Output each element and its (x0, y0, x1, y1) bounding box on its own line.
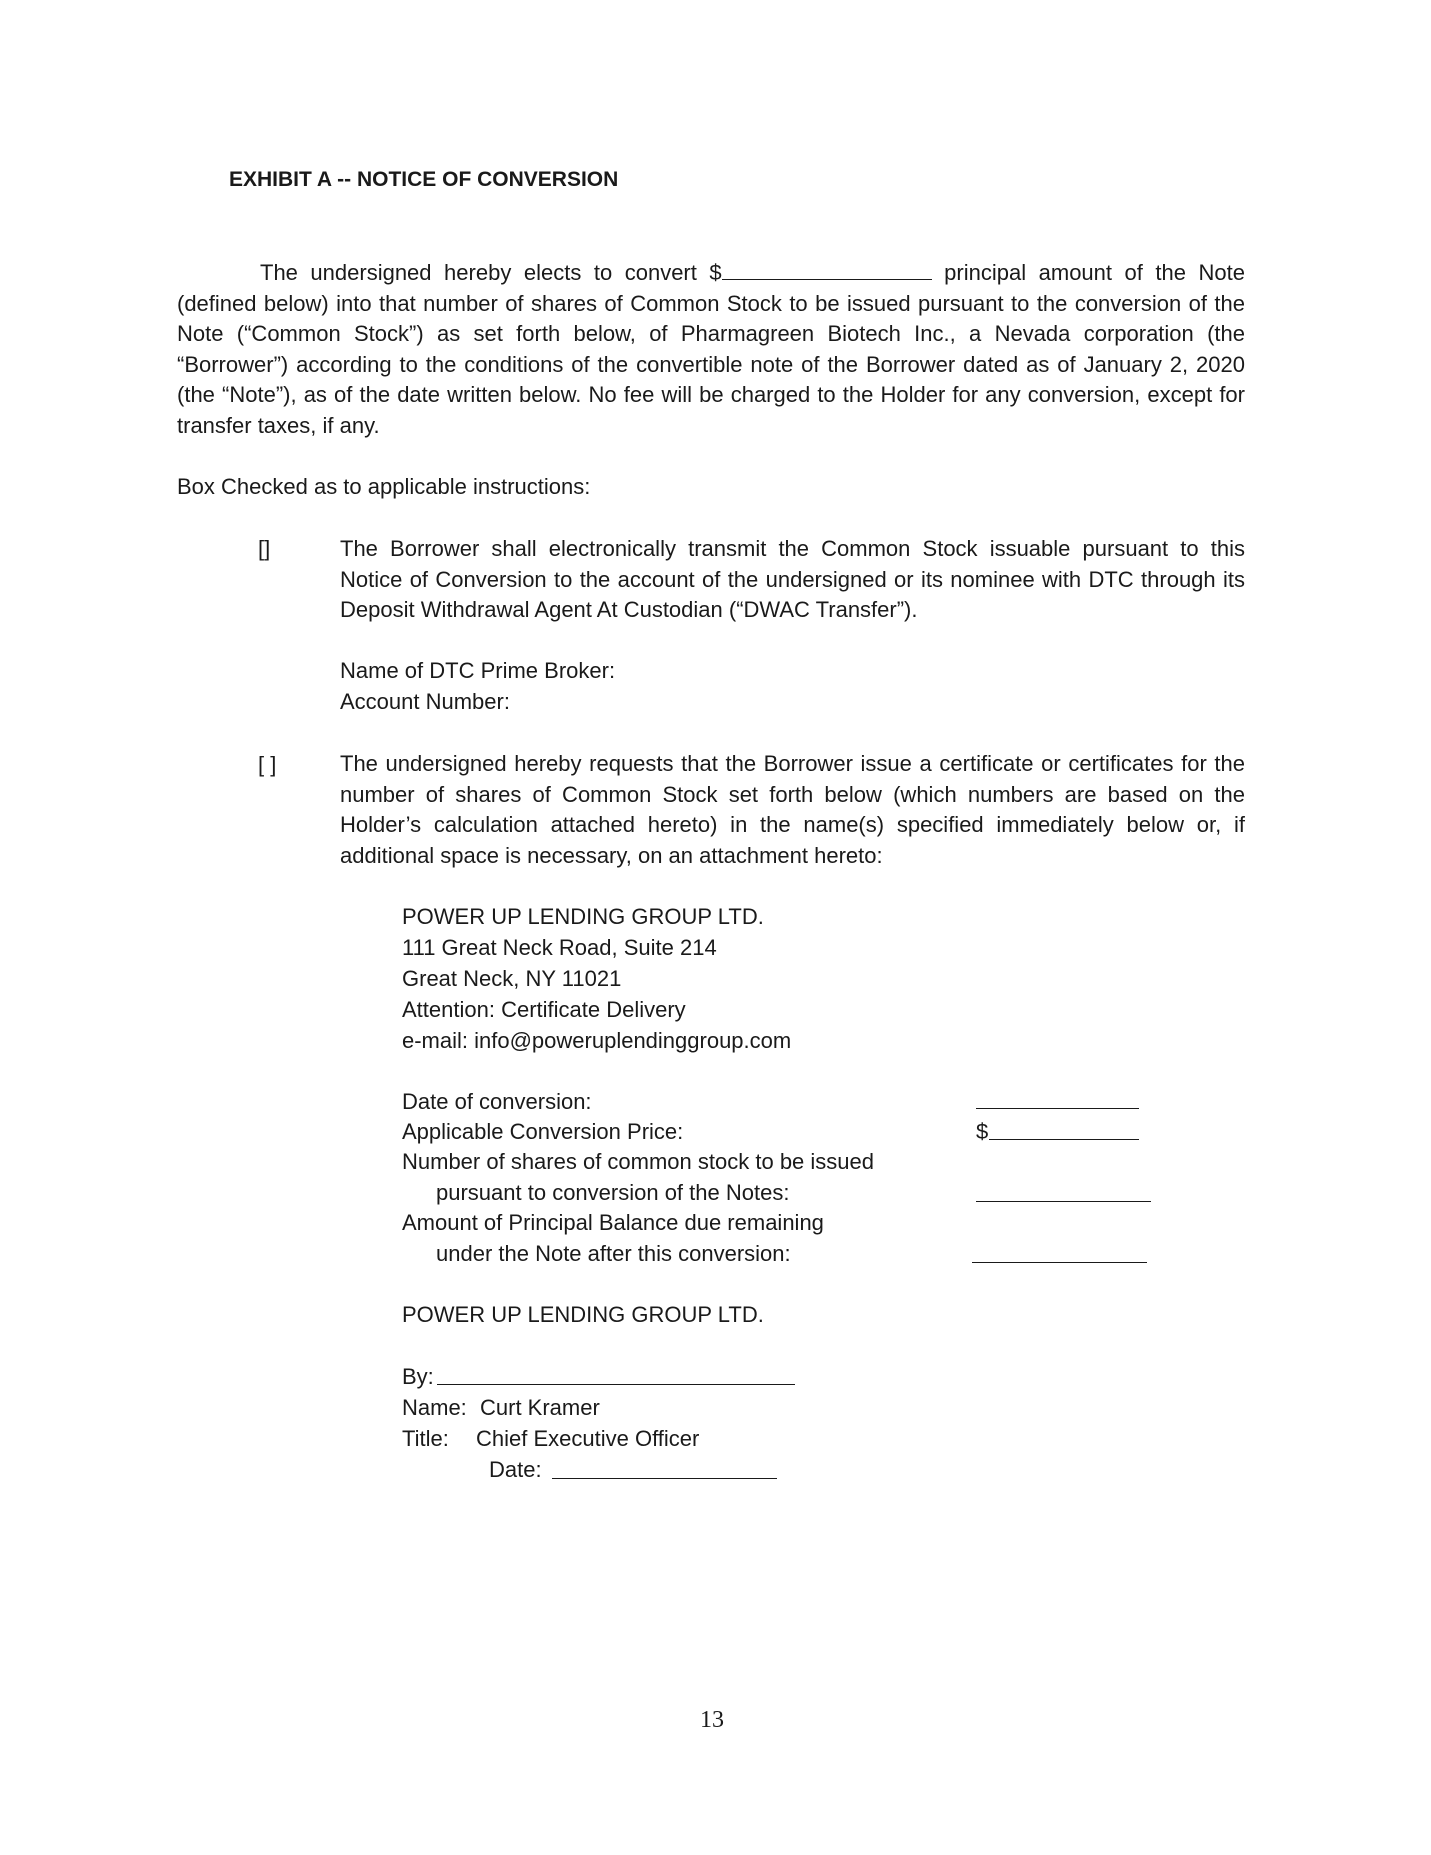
remaining-balance-field[interactable] (972, 1262, 1147, 1263)
signature-name-label: Name: (402, 1395, 467, 1420)
option1-checkbox[interactable]: [] (258, 536, 271, 561)
balance-label-line1: Amount of Principal Balance due remaining (402, 1210, 824, 1235)
option2-checkbox[interactable]: [ ] (258, 752, 277, 777)
intro-paragraph (177, 258, 1245, 442)
signature-by-field[interactable] (437, 1384, 795, 1385)
conversion-price-label: Applicable Conversion Price: (402, 1119, 684, 1144)
dtc-broker-label: Name of DTC Prime Broker: (340, 658, 616, 683)
address-line-street: 111 Great Neck Road, Suite 214 (402, 935, 717, 960)
conversion-price-prefix: $ (976, 1119, 989, 1144)
shares-issued-field[interactable] (976, 1201, 1151, 1202)
exhibit-title: EXHIBIT A -- NOTICE OF CONVERSION (229, 168, 619, 191)
signature-by-label: By: (402, 1364, 434, 1389)
shares-label-line2: pursuant to conversion of the Notes: (436, 1180, 790, 1205)
date-of-conversion-field[interactable] (976, 1108, 1139, 1109)
conversion-price-field[interactable] (989, 1139, 1139, 1140)
intro-text-part2: principal amount of the Note (defined below) into that number of shares of Common Stock to be issued pursuant to the conversion of the Note (“Common Stock”) as set forth below, of Pharmagreen Biotech Inc., a Nevada corporation (the “Borrower”) according to the conditions of the convertible note of the Borrower dated as of January 2, 2020 (the “Note”), as of the date written below. No fee will be charged to the Holder for any conversion, except for transfer taxes, if any. (177, 260, 1245, 438)
amount-blank[interactable] (722, 261, 932, 280)
intro-text-part1: The undersigned hereby elects to convert $ (260, 260, 722, 285)
address-line-city: Great Neck, NY 11021 (402, 966, 622, 991)
signature-company: POWER UP LENDING GROUP LTD. (402, 1302, 764, 1327)
date-of-conversion-label: Date of conversion: (402, 1089, 592, 1114)
signature-title-label: Title: (402, 1426, 449, 1451)
option2-text: The undersigned hereby requests that the Borrower issue a certificate or certificates for the number of shares of Common Stock set forth below (which numbers are based on the Holder’s calculation attached hereto) in the name(s) specified immediately below or, if additional space is necessary, on an attachment hereto: (340, 751, 1245, 868)
signature-name-value: Curt Kramer (480, 1395, 600, 1420)
page-number: 13 (700, 1707, 724, 1733)
shares-label-line1: Number of shares of common stock to be issued (402, 1149, 874, 1174)
option1-text: The Borrower shall electronically transmit the Common Stock issuable pursuant to this Notice of Conversion to the account of the undersigned or its nominee with DTC through its Deposit Withdrawal Agent At Custodian (“DWAC Transfer”). (340, 536, 1245, 623)
signature-title-value: Chief Executive Officer (476, 1426, 700, 1451)
signature-date-label: Date: (489, 1457, 542, 1482)
signature-date-field[interactable] (552, 1478, 777, 1479)
box-checked-label: Box Checked as to applicable instructions: (177, 474, 591, 499)
account-number-label: Account Number: (340, 689, 510, 714)
address-line-email: e-mail: info@poweruplendinggroup.com (402, 1028, 792, 1053)
address-line-attention: Attention: Certificate Delivery (402, 997, 686, 1022)
balance-label-line2: under the Note after this conversion: (436, 1241, 791, 1266)
address-line-company: POWER UP LENDING GROUP LTD. (402, 904, 764, 929)
